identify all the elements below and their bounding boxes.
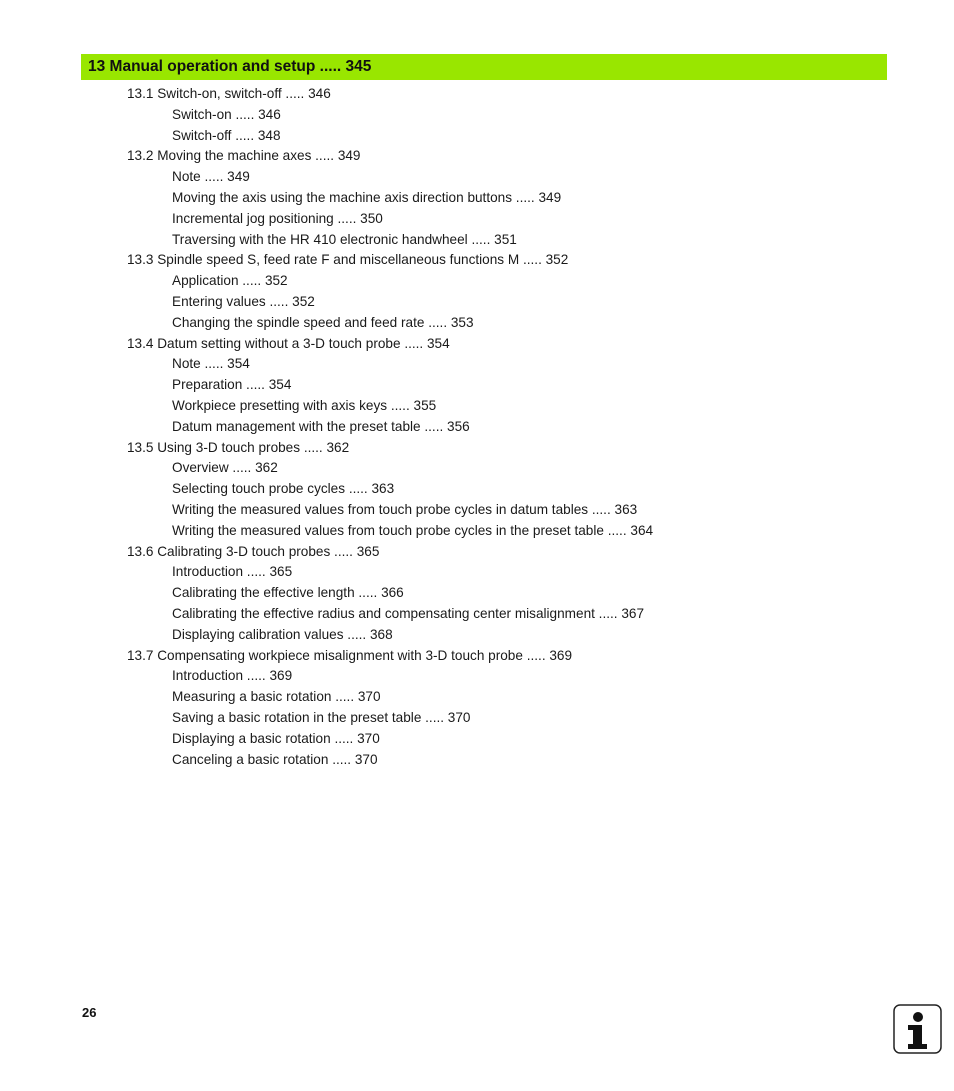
toc-section-title[interactable]: 13.2 Moving the machine axes ..... 349 — [127, 148, 361, 164]
toc-entry[interactable]: Overview ..... 362 — [172, 460, 278, 476]
toc-section — [0, 84, 954, 146]
toc-section-title[interactable]: 13.6 Calibrating 3-D touch probes ..... 365 — [127, 543, 380, 559]
toc-entry[interactable]: Measuring a basic rotation ..... 370 — [172, 689, 381, 705]
toc-section-title[interactable]: 13.3 Spindle speed S, feed rate F and miscellaneous functions M ..... 352 — [127, 252, 569, 268]
toc-section-title[interactable]: 13.4 Datum setting without a 3-D touch probe ..... 354 — [127, 335, 450, 351]
toc-entry[interactable]: Note ..... 349 — [172, 169, 250, 185]
toc-entry[interactable]: Traversing with the HR 410 electronic handwheel ..... 351 — [172, 231, 517, 247]
toc-entry[interactable]: Writing the measured values from touch probe cycles in datum tables ..... 363 — [172, 501, 638, 517]
toc-entry[interactable]: Moving the axis using the machine axis direction buttons ..... 349 — [172, 189, 562, 205]
toc-entry[interactable]: Switch-off ..... 348 — [172, 127, 281, 143]
toc-entry[interactable]: Canceling a basic rotation ..... 370 — [172, 751, 378, 767]
toc-entry[interactable]: Saving a basic rotation in the preset table ..... 370 — [172, 709, 471, 725]
toc-entry[interactable]: Selecting touch probe cycles ..... 363 — [172, 481, 395, 497]
toc-entry[interactable]: Displaying calibration values ..... 368 — [172, 626, 393, 642]
toc-section — [0, 542, 954, 646]
toc-entry[interactable]: Displaying a basic rotation ..... 370 — [172, 730, 380, 746]
toc-section — [0, 250, 954, 333]
toc-entry[interactable]: Introduction ..... 365 — [172, 564, 293, 580]
toc-entry[interactable]: Datum management with the preset table ..... 356 — [172, 418, 470, 434]
toc-entry[interactable]: Note ..... 354 — [172, 356, 250, 372]
toc-entry[interactable]: Calibrating the effective radius and compensating center misalignment ..... 367 — [172, 605, 645, 621]
toc-section — [0, 438, 954, 542]
toc-entry[interactable]: Introduction ..... 369 — [172, 668, 293, 684]
chapter-header-bar — [81, 54, 887, 80]
toc-section-title[interactable]: 13.7 Compensating workpiece misalignment with 3-D touch probe ..... 369 — [127, 647, 573, 663]
toc-entry[interactable]: Writing the measured values from touch probe cycles in the preset table ..... 364 — [172, 522, 654, 538]
toc-section — [0, 146, 954, 250]
toc-section — [0, 646, 954, 771]
chapter-title[interactable]: 13 Manual operation and setup ..... 345 — [88, 58, 372, 75]
table-of-contents — [0, 84, 954, 770]
page-number: 26 — [82, 1005, 97, 1020]
toc-entry[interactable]: Workpiece presetting with axis keys ..... 355 — [172, 397, 437, 413]
toc-entry[interactable]: Preparation ..... 354 — [172, 377, 292, 393]
toc-section — [0, 334, 954, 438]
info-icon — [893, 1004, 942, 1054]
toc-entry[interactable]: Incremental jog positioning ..... 350 — [172, 210, 383, 226]
toc-entry[interactable]: Changing the spindle speed and feed rate ..... 353 — [172, 314, 474, 330]
toc-entry[interactable]: Switch-on ..... 346 — [172, 106, 281, 122]
toc-entry[interactable]: Entering values ..... 352 — [172, 293, 315, 309]
toc-entry[interactable]: Application ..... 352 — [172, 273, 288, 289]
toc-section-title[interactable]: 13.1 Switch-on, switch-off ..... 346 — [127, 86, 331, 101]
toc-entry[interactable]: Calibrating the effective length ..... 366 — [172, 585, 404, 601]
toc-section-title[interactable]: 13.5 Using 3-D touch probes ..... 362 — [127, 439, 350, 455]
